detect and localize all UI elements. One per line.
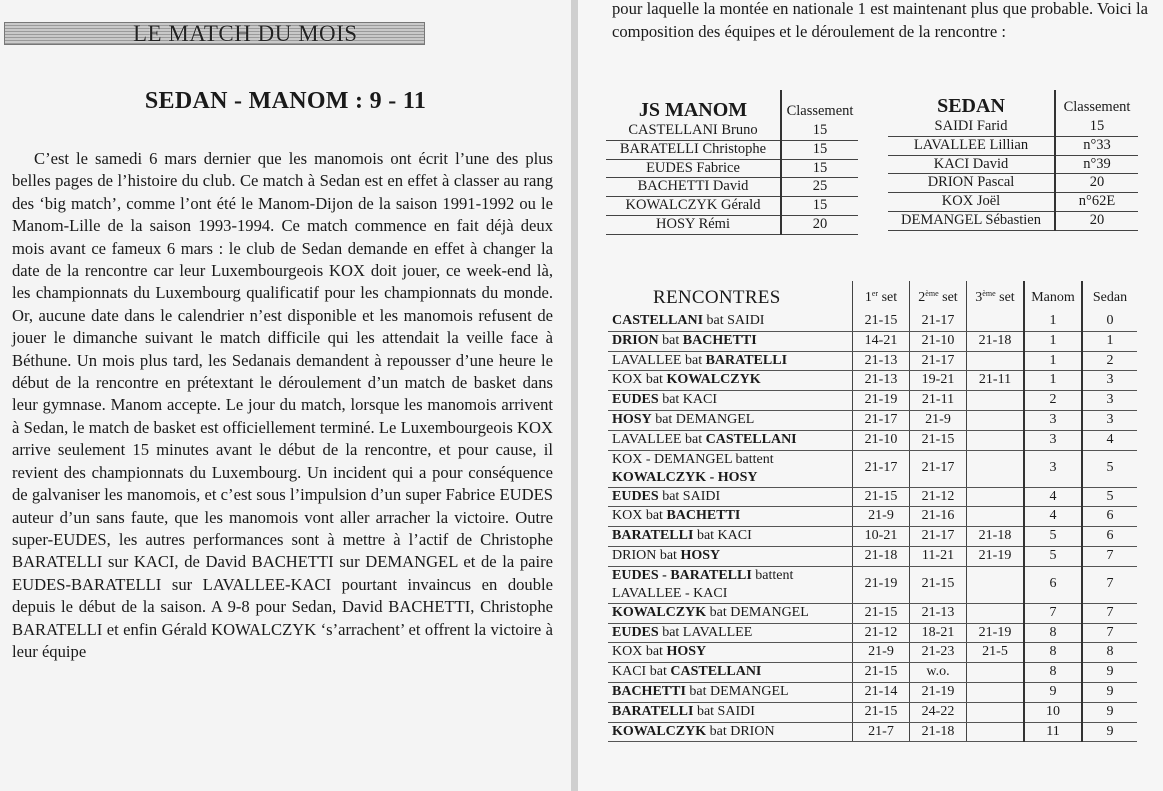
match-verb: bat	[681, 352, 706, 368]
match-loser: KACI	[717, 528, 752, 544]
match-loser: LAVALLEE - KACI	[612, 585, 728, 601]
left-page	[0, 0, 571, 791]
sedan-player-row	[888, 211, 1138, 230]
match-description	[608, 623, 853, 643]
sedan-player-name: KOX Joël	[888, 193, 1055, 212]
set2-score: 21-10	[910, 331, 967, 351]
set2-score: 21-13	[910, 603, 967, 623]
sedan-running-score: 7	[1082, 566, 1137, 603]
manom-running-score: 7	[1024, 603, 1082, 623]
match-winner: DRION	[612, 332, 659, 348]
match-description	[608, 546, 853, 566]
match-row	[608, 643, 1137, 663]
match-description	[608, 487, 853, 507]
manom-running-score: 9	[1024, 682, 1082, 702]
set1-score: 21-14	[853, 682, 910, 702]
set3-score	[967, 430, 1025, 450]
set1-score: 21-12	[853, 623, 910, 643]
set2-score: 21-12	[910, 487, 967, 507]
match-line	[612, 567, 849, 585]
match-verb: bat	[642, 508, 667, 524]
manom-player-row	[606, 197, 858, 216]
manom-running-score: 6	[1024, 566, 1082, 603]
set1-score: 21-15	[853, 487, 910, 507]
match-row	[608, 331, 1137, 351]
sedan-player-rank: 20	[1055, 174, 1138, 193]
match-verb: bat	[658, 488, 683, 504]
match-verb: battent	[732, 451, 774, 467]
set1-score: 21-18	[853, 546, 910, 566]
manom-player-name: HOSY Rémi	[606, 215, 781, 234]
match-loser: DEMANGEL	[730, 604, 809, 620]
match-row	[608, 450, 1137, 487]
match-winner: KOWALCZYK	[612, 604, 707, 620]
set2-score: 21-16	[910, 507, 967, 527]
manom-player-rank: 15	[781, 140, 858, 159]
match-row	[608, 702, 1137, 722]
manom-player-row	[606, 178, 858, 197]
manom-player-row	[606, 122, 858, 140]
match-row	[608, 410, 1137, 430]
sedan-player-name: DEMANGEL Sébastien	[888, 211, 1055, 230]
set1-score: 21-19	[853, 566, 910, 603]
manom-running-score: 3	[1024, 430, 1082, 450]
match-line	[612, 585, 849, 603]
match-description	[608, 351, 853, 371]
match-title: SEDAN - MANOM : 9 - 11	[144, 88, 427, 114]
match-row	[608, 623, 1137, 643]
match-description	[608, 663, 853, 683]
set2-score: 21-15	[910, 566, 967, 603]
set2-score: 21-9	[910, 410, 967, 430]
set2-score: 18-21	[910, 623, 967, 643]
sedan-running-score: 5	[1082, 487, 1137, 507]
sedan-player-row	[888, 136, 1138, 155]
set1-score: 21-9	[853, 507, 910, 527]
manom-score-header: Manom	[1024, 281, 1082, 312]
manom-team-header: JS MANOM	[638, 99, 748, 121]
match-loser: BARATELLI	[705, 352, 788, 368]
sedan-player-row	[888, 118, 1138, 136]
set3-score	[967, 487, 1025, 507]
match-loser: SAIDI	[682, 488, 721, 504]
match-winner: BACHETTI	[612, 683, 686, 699]
sedan-running-score: 3	[1082, 391, 1137, 411]
set2-score: 19-21	[910, 371, 967, 391]
match-row	[608, 430, 1137, 450]
set2-score: 21-19	[910, 682, 967, 702]
match-description	[608, 566, 853, 603]
match-winner: KOX	[612, 372, 643, 388]
sedan-running-score: 7	[1082, 603, 1137, 623]
sedan-player-rank: 20	[1055, 211, 1138, 230]
set3-score	[967, 507, 1025, 527]
manom-running-score: 10	[1024, 702, 1082, 722]
set1-score: 21-9	[853, 643, 910, 663]
match-verb: bat	[693, 703, 718, 719]
set3-score	[967, 663, 1025, 683]
match-loser: HOSY	[680, 547, 721, 563]
match-winner: DRION	[612, 547, 657, 563]
set3-score: 21-19	[967, 623, 1025, 643]
set2-score: 21-23	[910, 643, 967, 663]
manom-running-score: 8	[1024, 623, 1082, 643]
set3-score	[967, 702, 1025, 722]
set2-score: 21-17	[910, 312, 967, 331]
match-winner: HOSY	[612, 411, 652, 427]
manom-player-rank: 15	[781, 159, 858, 178]
match-loser: DRION	[730, 723, 775, 739]
manom-player-name: BARATELLI Christophe	[606, 140, 781, 159]
manom-player-rank: 20	[781, 215, 858, 234]
match-winner: EUDES	[612, 624, 659, 640]
manom-player-row	[606, 159, 858, 178]
match-winner: KOWALCZYK	[612, 723, 707, 739]
match-description	[608, 603, 853, 623]
sedan-running-score: 7	[1082, 623, 1137, 643]
set3-score	[967, 682, 1025, 702]
match-row	[608, 487, 1137, 507]
set2-score: 21-17	[910, 351, 967, 371]
match-description	[608, 391, 853, 411]
sedan-running-score: 9	[1082, 663, 1137, 683]
set3-score	[967, 450, 1025, 487]
match-description	[608, 312, 853, 331]
match-loser: SAIDI	[717, 703, 755, 719]
match-verb: bat	[658, 624, 683, 640]
set3-score: 21-18	[967, 527, 1025, 547]
manom-player-rank: 15	[781, 122, 858, 140]
set2-score: 21-18	[910, 722, 967, 742]
match-description	[608, 410, 853, 430]
set1-score: 14-21	[853, 331, 910, 351]
match-line	[612, 469, 849, 487]
set3-score: 21-5	[967, 643, 1025, 663]
match-loser: BACHETTI	[666, 508, 741, 524]
sedan-player-name: KACI David	[888, 155, 1055, 174]
manom-running-score: 5	[1024, 527, 1082, 547]
match-verb: bat	[658, 332, 683, 348]
match-description	[608, 722, 853, 742]
match-verb: bat	[693, 528, 718, 544]
match-row	[608, 663, 1137, 683]
set2-score: 11-21	[910, 546, 967, 566]
match-row	[608, 527, 1137, 547]
match-loser: LAVALLEE	[682, 624, 753, 640]
set1-score: 21-7	[853, 722, 910, 742]
sedan-player-row	[888, 193, 1138, 212]
sedan-running-score: 3	[1082, 410, 1137, 430]
sedan-player-rank: n°39	[1055, 155, 1138, 174]
set2-score: 21-17	[910, 527, 967, 547]
set1-score: 10-21	[853, 527, 910, 547]
rounds-header: RENCONTRES	[653, 287, 781, 308]
set3-score	[967, 722, 1025, 742]
match-verb: bat	[651, 411, 676, 427]
match-winner: BARATELLI	[612, 703, 694, 719]
match-line	[612, 451, 849, 469]
match-verb: bat	[656, 547, 681, 563]
section-banner	[4, 22, 425, 45]
match-verb: bat	[706, 604, 731, 620]
set2-score: 24-22	[910, 702, 967, 722]
match-description	[608, 430, 853, 450]
set3-score: 21-11	[967, 371, 1025, 391]
sedan-running-score: 1	[1082, 331, 1137, 351]
match-description	[608, 643, 853, 663]
set3-score	[967, 566, 1025, 603]
match-verb: battent	[751, 567, 794, 583]
match-loser: KOWALCZYK	[666, 372, 761, 388]
manom-player-rank: 25	[781, 178, 858, 197]
sedan-running-score: 6	[1082, 507, 1137, 527]
sedan-running-score: 8	[1082, 643, 1137, 663]
set1-score: 21-15	[853, 603, 910, 623]
set2-score: w.o.	[910, 663, 967, 683]
match-verb: bat	[646, 664, 671, 680]
match-row	[608, 507, 1137, 527]
rounds-table	[608, 281, 1137, 742]
match-winner: LAVALLEE	[612, 431, 682, 447]
manom-team-table	[606, 90, 858, 235]
match-description	[608, 331, 853, 351]
match-row	[608, 682, 1137, 702]
match-winner: KOX	[612, 508, 643, 524]
set3-score: 21-19	[967, 546, 1025, 566]
rounds-rows	[608, 312, 1137, 742]
sedan-running-score: 0	[1082, 312, 1137, 331]
set1-score: 21-19	[853, 391, 910, 411]
match-winner: EUDES - BARATELLI	[612, 567, 752, 583]
manom-player-name: KOWALCZYK Gérald	[606, 197, 781, 216]
sedan-running-score: 6	[1082, 527, 1137, 547]
set1-score: 21-15	[853, 663, 910, 683]
match-row	[608, 312, 1137, 331]
match-winner: KOX	[612, 644, 643, 660]
match-row	[608, 603, 1137, 623]
article-paragraph: C’est le samedi 6 mars dernier que les manomois ont écrit l’une des plus belles pages de l’histoire du club. Ce match à Sedan est en effet à classer au rang des ‘big match’, comme l’ont été le Manom-Dijon de la saison 1991-1992 ou le Manom-Lille de la saison 1993-1994. Ce match commence en fait déjà deux mois avant ce fameux 6 mars : le club de Sedan demande en effet à changer la date de la rencontre car leur Luxembourgeois KOX doit jouer, ce week-end là, les championnats du Luxembourg qualificatif pour les championnats du monde. Or, aucune date dans le calendrier n’est disponible et les manomois refusent de jouer le dimanche suivant le match difficile qui les attendait la veille face à Béthune. Un mois plus tard, les Sedanais demandent à repousser d’une heure le début de la rencontre en prétextant le déroulement d’un match de basket dans leur gymnase. Manom accepte. Le jour du match, lorsque les manomois arrivent à Sedan, le match de basket est officiellement terminé. Le Luxembourgeois KOX arrive seulement 15 minutes avant le début de la rencontre, et pour cause, il revient des championnats du Luxembourg. Un incident qui a pour conséquence de galvaniser les manomois, et c’est sous l’impulsion d’un super Fabrice EUDES auteur d’un sans faute, que les manomois vont aller arracher la victoire. Outre super-EUDES, les autres performances sont à mettre à l’actif de Christophe BARATELLI sur KACI, de David BACHETTI sur DEMANGEL et de la paire EUDES-BARATELLI sur LAVALLEE-KACI pourtant invaincus en double depuis le début de la saison. A 9-8 pour Sedan, David BACHETTI, Christophe BARATELLI et enfin Gérald KOWALCZYK ‘s’arrachent’ et offrent la victoire à leur équipe	[12, 149, 553, 661]
sedan-player-name: SAIDI Farid	[888, 118, 1055, 136]
sedan-team-table	[888, 90, 1138, 231]
sedan-player-row	[888, 174, 1138, 193]
manom-running-score: 3	[1024, 410, 1082, 430]
sedan-team-header: SEDAN	[937, 95, 1005, 117]
set1-header: 1er set	[853, 281, 910, 312]
match-loser: BACHETTI	[682, 332, 757, 348]
set2-score: 21-17	[910, 450, 967, 487]
set2-score: 21-11	[910, 391, 967, 411]
manom-player-name: BACHETTI David	[606, 178, 781, 197]
manom-running-score: 11	[1024, 722, 1082, 742]
sedan-score-header: Sedan	[1082, 281, 1137, 312]
match-description	[608, 527, 853, 547]
manom-running-score: 8	[1024, 643, 1082, 663]
banner-text: LE MATCH DU MOIS	[133, 21, 358, 46]
set3-score	[967, 410, 1025, 430]
manom-player-name: EUDES Fabrice	[606, 159, 781, 178]
manom-running-score: 3	[1024, 450, 1082, 487]
manom-players	[606, 122, 858, 234]
match-verb: bat	[642, 644, 667, 660]
manom-player-row	[606, 215, 858, 234]
set3-header: 3ème set	[967, 281, 1025, 312]
manom-running-score: 1	[1024, 312, 1082, 331]
sedan-running-score: 5	[1082, 450, 1137, 487]
match-winner: LAVALLEE	[612, 352, 682, 368]
intro-text: pour laquelle la montée en nationale 1 est maintenant plus que probable. Voici la composition des équipes et le déroulement de la rencontre :	[612, 0, 1148, 41]
sedan-running-score: 9	[1082, 682, 1137, 702]
set2-header: 2ème set	[910, 281, 967, 312]
match-loser: CASTELLANI	[705, 431, 797, 447]
sedan-running-score: 3	[1082, 371, 1137, 391]
manom-running-score: 1	[1024, 371, 1082, 391]
set1-score: 21-15	[853, 312, 910, 331]
sedan-players	[888, 118, 1138, 230]
set1-score: 21-10	[853, 430, 910, 450]
match-verb: bat	[685, 683, 711, 699]
set3-score	[967, 312, 1025, 331]
page-gutter	[571, 0, 578, 791]
match-row	[608, 371, 1137, 391]
manom-running-score: 1	[1024, 331, 1082, 351]
sedan-running-score: 4	[1082, 430, 1137, 450]
set1-score: 21-17	[853, 410, 910, 430]
match-row	[608, 546, 1137, 566]
match-verb: bat	[703, 313, 728, 328]
manom-running-score: 1	[1024, 351, 1082, 371]
manom-running-score: 4	[1024, 507, 1082, 527]
sedan-player-rank: n°62E	[1055, 193, 1138, 212]
match-description	[608, 371, 853, 391]
match-verb: bat	[642, 372, 667, 388]
manom-player-name: CASTELLANI Bruno	[606, 122, 781, 140]
manom-running-score: 5	[1024, 546, 1082, 566]
sedan-player-name: LAVALLEE Lillian	[888, 136, 1055, 155]
set1-score: 21-15	[853, 702, 910, 722]
sedan-player-name: DRION Pascal	[888, 174, 1055, 193]
match-loser: HOSY	[666, 644, 707, 660]
set3-score	[967, 351, 1025, 371]
match-winner: KACI	[612, 664, 647, 680]
sedan-running-score: 7	[1082, 546, 1137, 566]
match-winner: EUDES	[612, 392, 659, 408]
match-description	[608, 702, 853, 722]
match-row	[608, 351, 1137, 371]
set1-score: 21-13	[853, 371, 910, 391]
set3-score	[967, 603, 1025, 623]
sedan-running-score: 9	[1082, 702, 1137, 722]
manom-player-rank: 15	[781, 197, 858, 216]
match-row	[608, 566, 1137, 603]
match-loser: CASTELLANI	[670, 664, 762, 680]
match-row	[608, 391, 1137, 411]
sedan-player-row	[888, 155, 1138, 174]
set2-score: 21-15	[910, 430, 967, 450]
match-verb: bat	[658, 392, 683, 408]
match-loser: DEMANGEL	[710, 683, 789, 699]
set1-score: 21-13	[853, 351, 910, 371]
match-winner: KOX - DEMANGEL	[612, 451, 733, 467]
manom-rank-header: Classement	[781, 90, 858, 122]
match-verb: bat	[681, 431, 706, 447]
sedan-player-rank: n°33	[1055, 136, 1138, 155]
set3-score	[967, 391, 1025, 411]
match-description	[608, 682, 853, 702]
manom-player-row	[606, 140, 858, 159]
match-winner: EUDES	[612, 488, 659, 504]
article-body	[12, 148, 553, 663]
right-page	[578, 0, 1163, 791]
manom-running-score: 2	[1024, 391, 1082, 411]
set1-score: 21-17	[853, 450, 910, 487]
match-description	[608, 507, 853, 527]
sedan-player-rank: 15	[1055, 118, 1138, 136]
set3-score: 21-18	[967, 331, 1025, 351]
manom-running-score: 4	[1024, 487, 1082, 507]
match-loser: SAIDI	[727, 313, 765, 328]
match-winner: BARATELLI	[612, 528, 694, 544]
match-loser: KOWALCZYK - HOSY	[612, 469, 758, 485]
manom-running-score: 8	[1024, 663, 1082, 683]
match-winner: CASTELLANI	[612, 313, 704, 328]
sedan-running-score: 2	[1082, 351, 1137, 371]
match-verb: bat	[706, 723, 731, 739]
match-row	[608, 722, 1137, 742]
match-loser: KACI	[682, 392, 718, 408]
match-loser: DEMANGEL	[675, 411, 755, 427]
sedan-running-score: 9	[1082, 722, 1137, 742]
match-description	[608, 450, 853, 487]
sedan-rank-header: Classement	[1055, 90, 1138, 118]
